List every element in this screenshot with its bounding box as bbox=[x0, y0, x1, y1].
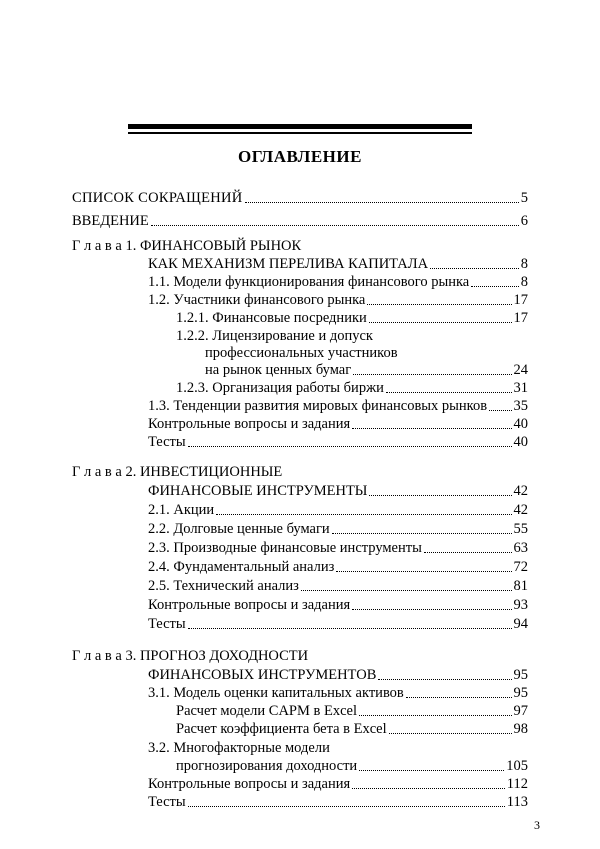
leader-dots bbox=[188, 628, 512, 629]
toc-label: КАК МЕХАНИЗМ ПЕРЕЛИВА КАПИТАЛА bbox=[148, 256, 429, 272]
toc-entry-chapter-2[interactable] bbox=[148, 481, 528, 500]
chapter-1-heading: Г л а в а 1. ФИНАНСОВЫЙ РЫНОК bbox=[72, 238, 302, 254]
toc-entry-1-2[interactable] bbox=[148, 290, 528, 309]
toc-label: ВВЕДЕНИЕ bbox=[72, 213, 149, 229]
leader-dots bbox=[389, 733, 512, 734]
leader-dots bbox=[352, 428, 511, 429]
toc-entry-2-4[interactable] bbox=[148, 557, 528, 576]
toc-entry-1-1[interactable] bbox=[148, 272, 528, 291]
toc-entry-1-2-3[interactable] bbox=[176, 378, 528, 397]
leader-dots bbox=[489, 410, 511, 411]
leader-dots bbox=[367, 304, 511, 305]
leader-dots bbox=[216, 514, 511, 515]
leader-dots bbox=[352, 788, 505, 789]
toc-label: Тесты bbox=[148, 434, 186, 450]
toc-label: на рынок ценных бумаг bbox=[205, 362, 352, 378]
toc-entry-questions-3[interactable] bbox=[148, 774, 528, 793]
toc-page: 105 bbox=[506, 758, 528, 774]
toc-entry-2-2[interactable] bbox=[148, 519, 528, 538]
toc-page: 17 bbox=[513, 292, 528, 308]
toc-entry-2-1[interactable] bbox=[148, 500, 528, 519]
toc-entry-1-3[interactable] bbox=[148, 396, 528, 415]
toc-entry-1-2-2[interactable] bbox=[205, 360, 528, 379]
toc-page: 95 bbox=[513, 667, 528, 683]
toc-page: 98 bbox=[513, 721, 528, 737]
toc-entry-3-2[interactable] bbox=[176, 756, 528, 775]
toc-entry-tests-1[interactable] bbox=[148, 432, 528, 451]
toc-page: 6 bbox=[520, 213, 528, 229]
leader-dots bbox=[336, 571, 511, 572]
toc-page: 24 bbox=[513, 362, 528, 378]
toc-entry-questions-1[interactable] bbox=[148, 414, 528, 433]
toc-entry-2-3[interactable] bbox=[148, 538, 528, 557]
toc-label: 2.3. Производные финансовые инструменты bbox=[148, 540, 422, 556]
toc-label: 1.1. Модели функционирования финансового рынка bbox=[148, 274, 470, 290]
chapter-3-heading: Г л а в а 3. ПРОГНОЗ ДОХОДНОСТИ bbox=[72, 648, 309, 664]
leader-dots bbox=[378, 679, 511, 680]
toc-label: ФИНАНСОВЫЕ ИНСТРУМЕНТЫ bbox=[148, 483, 368, 499]
toc-page: 40 bbox=[513, 434, 528, 450]
toc-label: Расчет модели CAPM в Excel bbox=[176, 703, 357, 719]
toc-page: 97 bbox=[513, 703, 528, 719]
toc-page: 42 bbox=[513, 483, 528, 499]
leader-dots bbox=[359, 770, 504, 771]
toc-page: 94 bbox=[513, 616, 528, 632]
top-rule-thin bbox=[128, 132, 472, 134]
toc-label: Тесты bbox=[148, 794, 186, 810]
toc-page: 72 bbox=[513, 559, 528, 575]
top-rule-thick bbox=[128, 124, 472, 129]
toc-label: Контрольные вопросы и задания bbox=[148, 776, 351, 792]
toc-page: 55 bbox=[513, 521, 528, 537]
toc-entry-3-1-beta[interactable] bbox=[176, 719, 528, 738]
toc-label: Контрольные вопросы и задания bbox=[148, 597, 351, 613]
toc-page: 63 bbox=[513, 540, 528, 556]
leader-dots bbox=[386, 392, 512, 393]
page-number: 3 bbox=[534, 818, 540, 832]
leader-dots bbox=[332, 533, 512, 534]
toc-page: 112 bbox=[506, 776, 528, 792]
leader-dots bbox=[352, 609, 511, 610]
toc-page: 113 bbox=[506, 794, 528, 810]
toc-entry-chapter-3[interactable] bbox=[148, 665, 528, 684]
toc-label: Тесты bbox=[148, 616, 186, 632]
toc-label: 2.5. Технический анализ bbox=[148, 578, 299, 594]
toc-entry-1-2-2-line2: профессиональных участников bbox=[205, 345, 398, 361]
toc-entry-introduction[interactable] bbox=[72, 211, 528, 230]
toc-page: 31 bbox=[513, 380, 528, 396]
leader-dots bbox=[369, 322, 512, 323]
toc-entry-2-5[interactable] bbox=[148, 576, 528, 595]
toc-label: ФИНАНСОВЫХ ИНСТРУМЕНТОВ bbox=[148, 667, 377, 683]
toc-entry-tests-2[interactable] bbox=[148, 614, 528, 633]
toc-entry-1-2-1[interactable] bbox=[176, 308, 528, 327]
leader-dots bbox=[245, 202, 519, 203]
toc-page: 35 bbox=[513, 398, 528, 414]
toc-page: 8 bbox=[520, 274, 528, 290]
leader-dots bbox=[188, 806, 505, 807]
leader-dots bbox=[188, 446, 512, 447]
leader-dots bbox=[430, 268, 519, 269]
toc-label: 3.1. Модель оценки капитальных активов bbox=[148, 685, 404, 701]
toc-label: 2.2. Долговые ценные бумаги bbox=[148, 521, 330, 537]
toc-entry-chapter-1[interactable] bbox=[148, 254, 528, 273]
page-title: ОГЛАВЛЕНИЕ bbox=[238, 147, 362, 166]
toc-label: 1.3. Тенденции развития мировых финансовых рынков bbox=[148, 398, 488, 414]
toc-label: Контрольные вопросы и задания bbox=[148, 416, 351, 432]
toc-label: СПИСОК СОКРАЩЕНИЙ bbox=[72, 190, 243, 206]
leader-dots bbox=[151, 225, 519, 226]
toc-page: 42 bbox=[513, 502, 528, 518]
toc-page: 8 bbox=[520, 256, 528, 272]
toc-label: 1.2. Участники финансового рынка bbox=[148, 292, 366, 308]
toc-label: 2.1. Акции bbox=[148, 502, 215, 518]
toc-entry-tests-3[interactable] bbox=[148, 792, 528, 811]
toc-page: 93 bbox=[513, 597, 528, 613]
leader-dots bbox=[353, 374, 511, 375]
toc-page: 40 bbox=[513, 416, 528, 432]
leader-dots bbox=[301, 590, 512, 591]
toc-label: прогнозирования доходности bbox=[176, 758, 358, 774]
toc-entry-questions-2[interactable] bbox=[148, 595, 528, 614]
toc-page: 95 bbox=[513, 685, 528, 701]
toc-entry-3-1-capm[interactable] bbox=[176, 701, 528, 720]
toc-page: 17 bbox=[513, 310, 528, 326]
leader-dots bbox=[369, 495, 511, 496]
toc-page: 81 bbox=[513, 578, 528, 594]
toc-label: 1.2.3. Организация работы биржи bbox=[176, 380, 384, 396]
toc-entry-1-2-2-line1: 1.2.2. Лицензирование и допуск bbox=[176, 328, 373, 344]
toc-entry-abbreviations[interactable] bbox=[72, 188, 528, 207]
leader-dots bbox=[406, 697, 512, 698]
leader-dots bbox=[359, 715, 512, 716]
leader-dots bbox=[471, 286, 519, 287]
toc-entry-3-1[interactable] bbox=[148, 683, 528, 702]
toc-label: Расчет коэффициента бета в Excel bbox=[176, 721, 387, 737]
toc-entry-3-2-line1: 3.2. Многофакторные модели bbox=[148, 740, 330, 756]
toc-page: 5 bbox=[520, 190, 528, 206]
toc-label: 2.4. Фундаментальный анализ bbox=[148, 559, 335, 575]
chapter-2-heading: Г л а в а 2. ИНВЕСТИЦИОННЫЕ bbox=[72, 464, 283, 480]
toc-label: 1.2.1. Финансовые посредники bbox=[176, 310, 367, 326]
leader-dots bbox=[424, 552, 512, 553]
